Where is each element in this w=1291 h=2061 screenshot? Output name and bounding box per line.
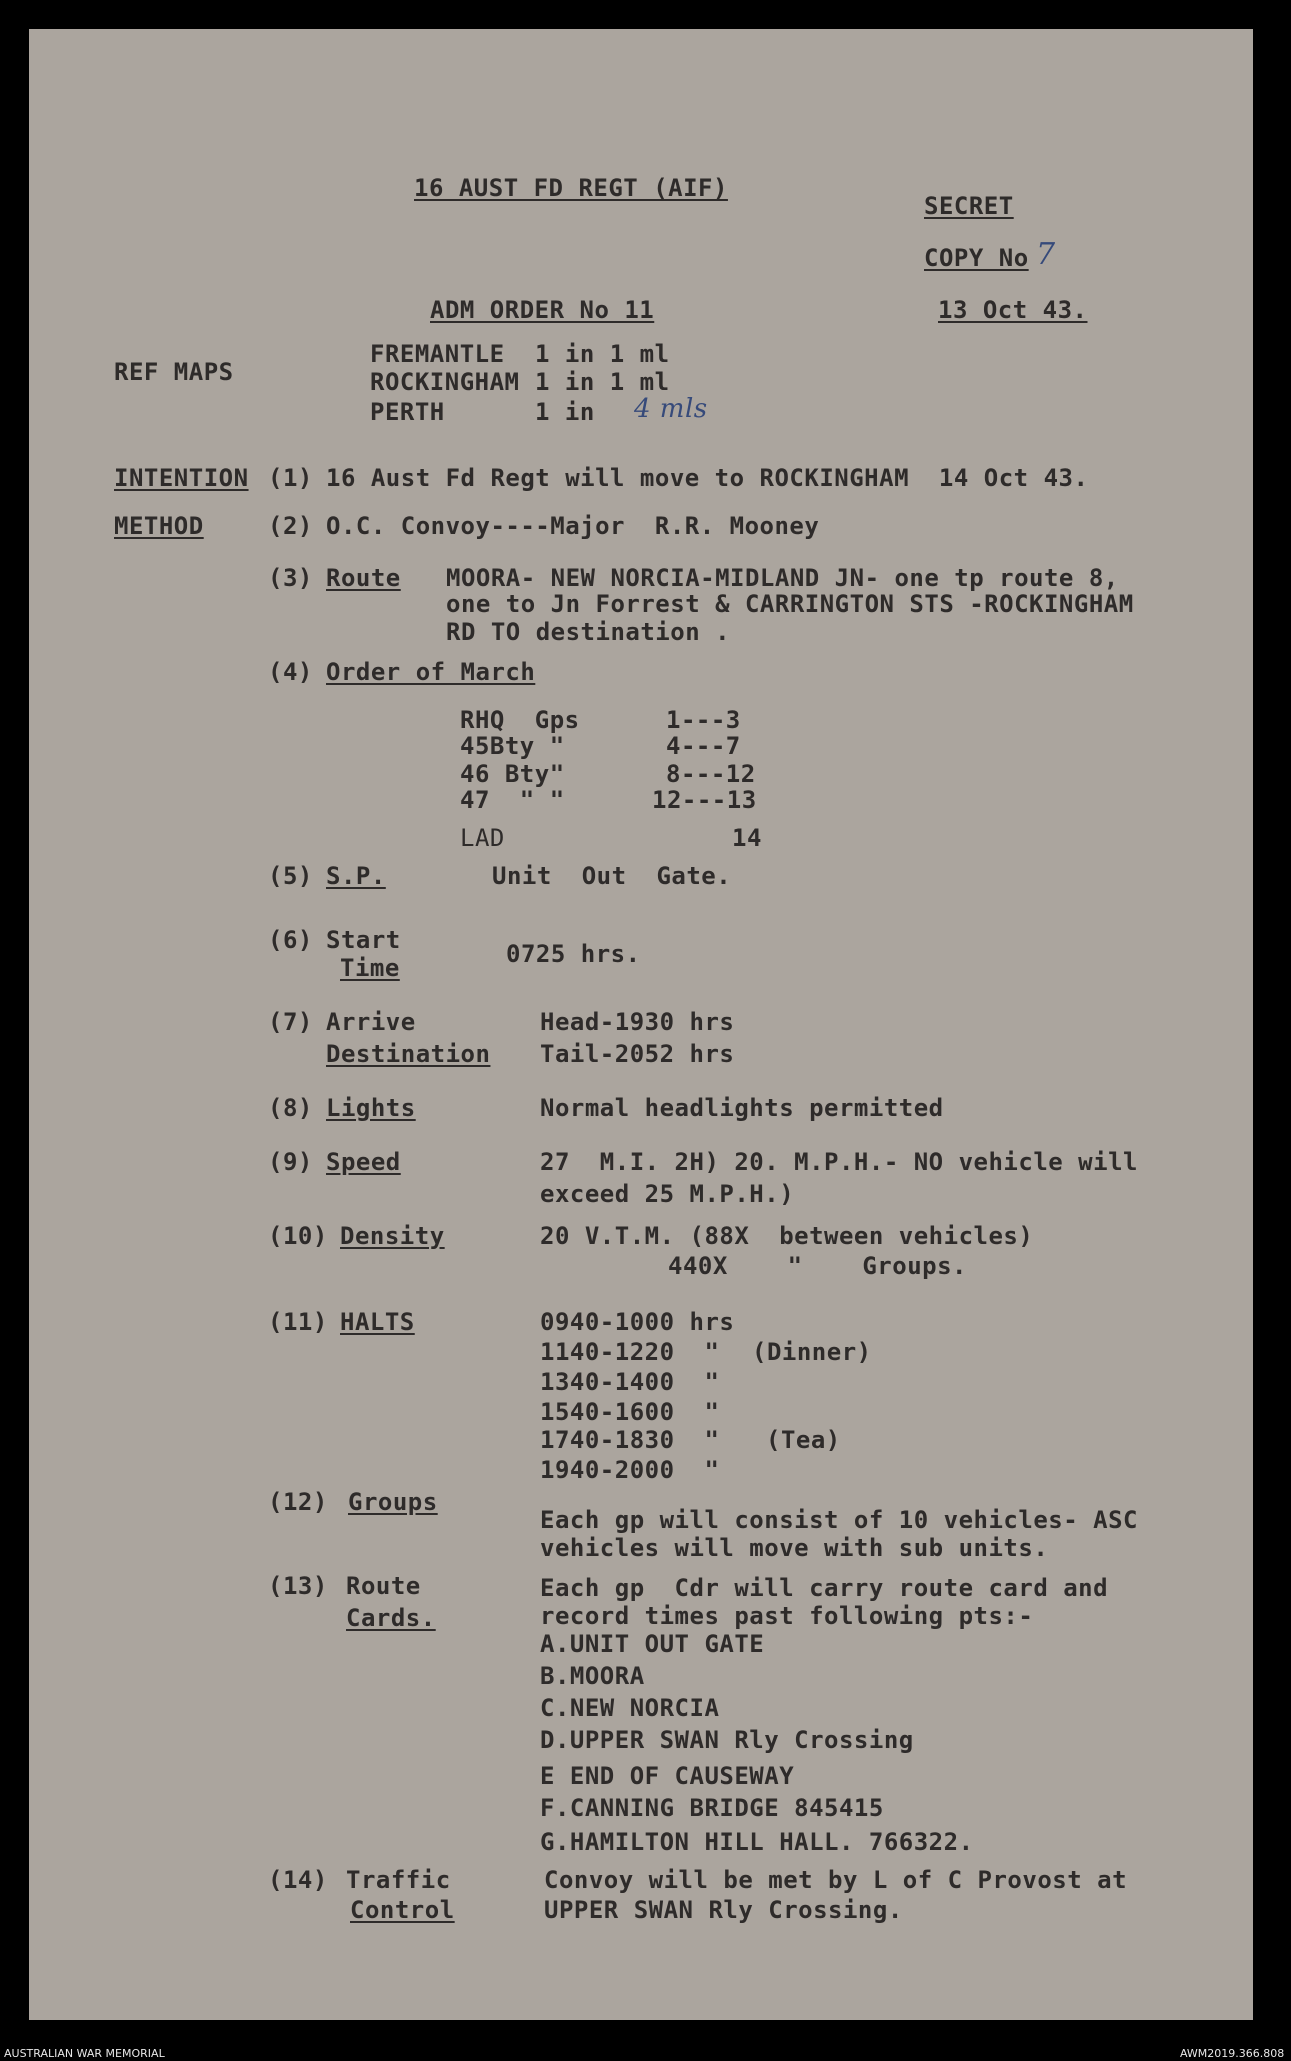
order-title: ADM ORDER No 11 — [430, 296, 655, 324]
march-range: 1---3 — [666, 706, 741, 734]
groups-value: vehicles will move with sub units. — [540, 1534, 1049, 1562]
copy-number-handwritten: 7 — [1036, 237, 1056, 272]
order-date: 13 Oct 43. — [938, 296, 1088, 324]
item-number: (13) — [268, 1572, 328, 1600]
route-label: Route — [326, 564, 401, 592]
item-number: (7) — [268, 1008, 313, 1036]
item-number: (8) — [268, 1094, 313, 1122]
map-scale: 1 in — [535, 398, 595, 426]
halt-time: 1540-1600 " — [540, 1398, 720, 1426]
route-cards-label: Cards. — [346, 1604, 436, 1632]
item-number: (2) — [268, 512, 313, 540]
classification-label: SECRET — [924, 192, 1014, 220]
item-number: (4) — [268, 658, 313, 686]
item-number: (6) — [268, 926, 313, 954]
footer-credit: AUSTRALIAN WAR MEMORIAL — [4, 2047, 165, 2060]
item-number: (11) — [268, 1308, 328, 1336]
speed-value: 27 M.I. 2H) 20. M.P.H.- NO vehicle will — [540, 1148, 1138, 1176]
halt-time: 1340-1400 " — [540, 1368, 720, 1396]
convoy-commander: O.C. Convoy----Major R.R. Mooney — [326, 512, 820, 540]
route-cards-label: Route — [346, 1572, 421, 1600]
density-value: 20 V.T.M. (88X between vehicles) — [540, 1222, 1034, 1250]
map-scale-handwritten: 4 mls — [634, 394, 708, 424]
map-scale: 1 in 1 ml — [535, 368, 670, 396]
route-line: RD TO destination . — [446, 618, 731, 646]
route-point: B.MOORA — [540, 1662, 645, 1690]
route-line: MOORA- NEW NORCIA-MIDLAND JN- one tp route 8, — [446, 564, 1119, 592]
march-unit: LAD — [460, 824, 505, 852]
route-point: G.HAMILTON HILL HALL. 766322. — [540, 1828, 974, 1856]
arrive-tail-value: Tail-2052 hrs — [540, 1040, 735, 1068]
halt-note: (Tea) — [766, 1426, 841, 1454]
speed-value: exceed 25 M.P.H.) — [540, 1180, 795, 1208]
map-scale: 1 in 1 ml — [535, 340, 670, 368]
arrive-label: Arrive — [326, 1008, 416, 1036]
halt-time: 1940-2000 " — [540, 1456, 720, 1484]
route-point: A.UNIT OUT GATE — [540, 1630, 765, 1658]
start-point-label: S.P. — [326, 862, 386, 890]
halt-time: 0940-1000 hrs — [540, 1308, 735, 1336]
route-point: D.UPPER SWAN Rly Crossing — [540, 1726, 914, 1754]
march-unit: RHQ Gps — [460, 706, 580, 734]
footer-accession-number: AWM2019.366.808 — [1180, 2047, 1285, 2060]
groups-value: Each gp will consist of 10 vehicles- ASC — [540, 1506, 1138, 1534]
groups-label: Groups — [348, 1488, 438, 1516]
march-unit: 47 " " — [460, 786, 565, 814]
copy-number-label: COPY No — [924, 244, 1029, 272]
density-label: Density — [340, 1222, 445, 1250]
map-name: PERTH — [370, 398, 445, 426]
route-point: C.NEW NORCIA — [540, 1694, 720, 1722]
route-line: one to Jn Forrest & CARRINGTON STS -ROCKINGHAM — [446, 590, 1134, 618]
route-cards-line: record times past following pts:- — [540, 1602, 1034, 1630]
traffic-control-label: Traffic — [346, 1866, 451, 1894]
march-range: 4---7 — [666, 732, 741, 760]
item-number: (14) — [268, 1866, 328, 1894]
item-number: (9) — [268, 1148, 313, 1176]
unit-heading: 16 AUST FD REGT (AIF) — [414, 174, 728, 202]
order-of-march-label: Order of March — [326, 658, 536, 686]
lights-value: Normal headlights permitted — [540, 1094, 944, 1122]
march-range: 14 — [732, 824, 762, 852]
lights-label: Lights — [326, 1094, 416, 1122]
march-unit: 45Bty " — [460, 732, 565, 760]
halt-time: 1740-1830 " — [540, 1426, 720, 1454]
traffic-control-value: Convoy will be met by L of C Provost at — [544, 1866, 1128, 1894]
halt-time: 1140-1220 " — [540, 1338, 720, 1366]
arrive-label: Destination — [326, 1040, 491, 1068]
speed-label: Speed — [326, 1148, 401, 1176]
arrive-head-value: Head-1930 hrs — [540, 1008, 735, 1036]
item-number: (3) — [268, 564, 313, 592]
item-number: (1) — [268, 464, 313, 492]
route-cards-line: Each gp Cdr will carry route card and — [540, 1574, 1109, 1602]
start-time-label: Time — [340, 954, 400, 982]
item-number: (10) — [268, 1222, 328, 1250]
item-number: (12) — [268, 1488, 328, 1516]
intention-text: 16 Aust Fd Regt will move to ROCKINGHAM 14 Oct 43. — [326, 464, 1089, 492]
march-unit: 46 Bty" — [460, 760, 565, 788]
start-point-value: Unit Out Gate. — [492, 862, 732, 890]
method-label: METHOD — [114, 512, 204, 540]
start-time-label: Start — [326, 926, 401, 954]
route-point: F.CANNING BRIDGE 845415 — [540, 1794, 884, 1822]
map-name: FREMANTLE — [370, 340, 505, 368]
march-range: 8---12 — [666, 760, 756, 788]
route-point: E END OF CAUSEWAY — [540, 1762, 795, 1790]
march-range: 12---13 — [652, 786, 757, 814]
density-value: 440X " Groups. — [668, 1252, 967, 1280]
ref-maps-label: REF MAPS — [114, 358, 234, 386]
halts-label: HALTS — [340, 1308, 415, 1336]
intention-label: INTENTION — [114, 464, 249, 492]
halt-note: (Dinner) — [752, 1338, 872, 1366]
traffic-control-value: UPPER SWAN Rly Crossing. — [544, 1896, 903, 1924]
start-time-value: 0725 hrs. — [506, 940, 641, 968]
item-number: (5) — [268, 862, 313, 890]
traffic-control-label: Control — [350, 1896, 455, 1924]
map-name: ROCKINGHAM — [370, 368, 520, 396]
